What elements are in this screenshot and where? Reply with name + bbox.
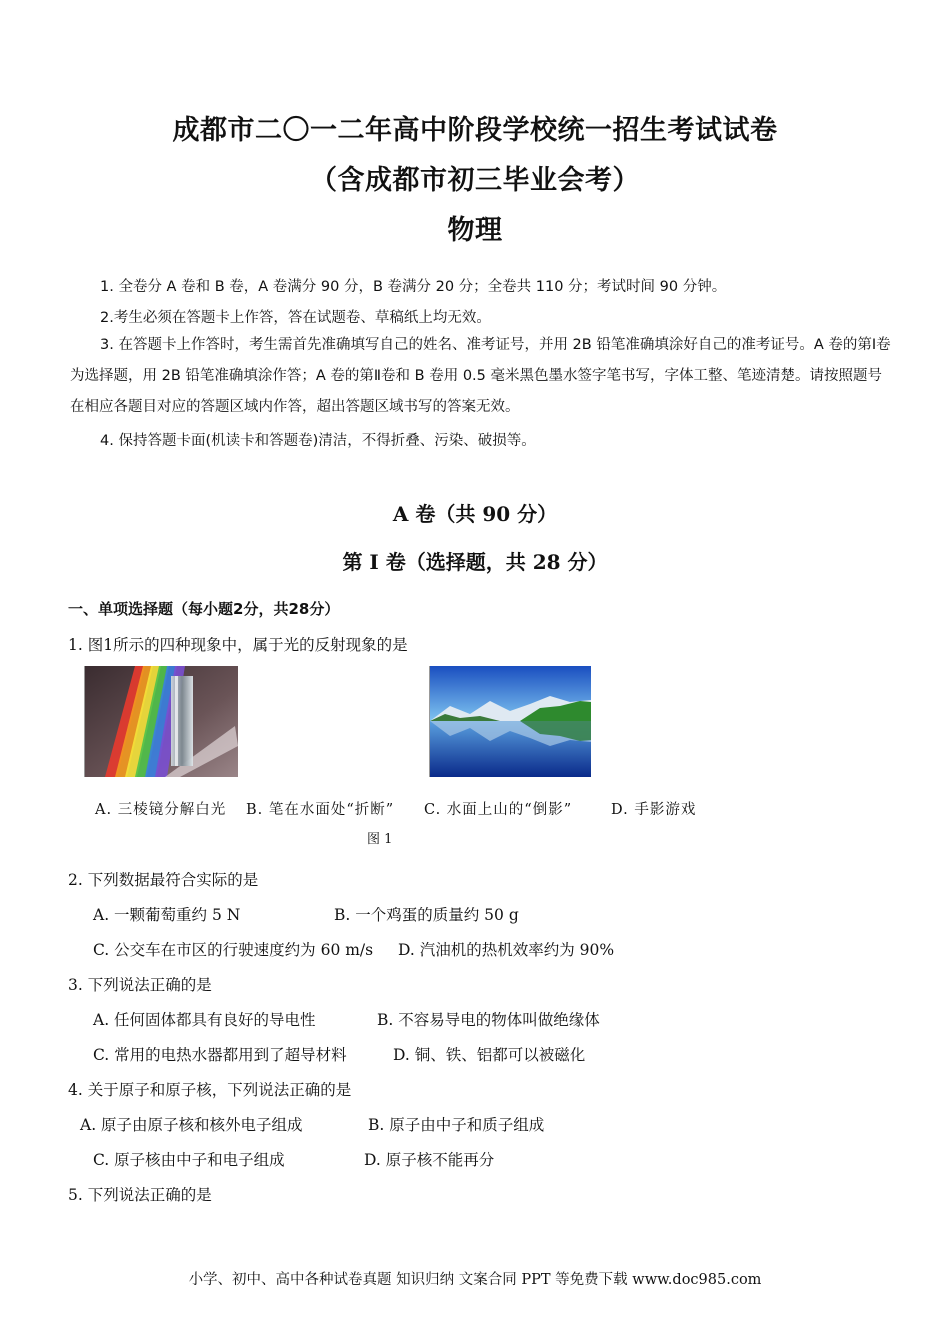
q4-option-a: A. 原子由原子核和核外电子组成 xyxy=(80,1116,303,1134)
note-2: 2.考生必须在答题卡上作答，答在试题卷、草稿纸上均无效。 xyxy=(100,310,491,326)
q1-caption-d: D. 手影游戏 xyxy=(611,802,697,818)
subject-title: 物理 xyxy=(447,215,503,246)
q3-option-d: D. 铜、铁、铝都可以被磁化 xyxy=(393,1046,586,1064)
note-3: 3. 在答题卡上作答时，考生需首先准确填写自己的姓名、准考证号，并用 2B 铅笔准确填涂好自己的准考证号。A 卷的第Ⅰ卷为选择题，用 2B 铅笔准确填涂作答；A 卷的第Ⅱ卷和 B 卷用 0.5 毫米黑色墨水签字笔书写，字体工整、笔迹清楚。请按照题号在相应各题目对应的答题区域内作答，超出答题区域书写的答案无效。 xyxy=(70,337,891,415)
note-4: 4. 保持答题卡面(机读卡和答题卷)清洁，不得折叠、污染、破损等。 xyxy=(100,433,536,449)
q2-option-c: C. 公交车在市区的行驶速度约为 60 m/s xyxy=(93,941,374,959)
note-1: 1. 全卷分 A 卷和 B 卷，A 卷满分 90 分，B 卷满分 20 分；全卷共 110 分；考试时间 90 分钟。 xyxy=(100,279,727,295)
q1-stem: 1. 图1所示的四种现象中，属于光的反射现象的是 xyxy=(68,636,408,654)
q1-caption-b: B. 笔在水面处“折断” xyxy=(246,802,395,818)
q5-stem: 5. 下列说法正确的是 xyxy=(68,1186,212,1204)
q2-stem: 2. 下列数据最符合实际的是 xyxy=(68,871,259,889)
q3-option-b: B. 不容易导电的物体叫做绝缘体 xyxy=(377,1011,600,1029)
q4-stem: 4. 关于原子和原子核，下列说法正确的是 xyxy=(68,1081,352,1099)
mountain-reflection-photo xyxy=(429,666,591,777)
part-1-heading: 第 I 卷（选择题，共 28 分） xyxy=(342,550,608,574)
prism-photo xyxy=(84,666,238,777)
q1-caption-c: C. 水面上山的“倒影” xyxy=(424,802,573,818)
q3-stem: 3. 下列说法正确的是 xyxy=(68,976,212,994)
single-choice-heading: 一、单项选择题（每小题2分，共28分） xyxy=(68,600,340,618)
q3-option-a: A. 任何固体都具有良好的导电性 xyxy=(93,1011,316,1029)
figure-1-label: 图 1 xyxy=(367,832,393,847)
q4-option-b: B. 原子由中子和质子组成 xyxy=(368,1116,545,1134)
q4-option-d: D. 原子核不能再分 xyxy=(364,1151,495,1169)
section-a-heading: A 卷（共 90 分） xyxy=(392,502,558,526)
q3-option-c: C. 常用的电热水器都用到了超导材料 xyxy=(93,1046,347,1064)
q2-option-d: D. 汽油机的热机效率约为 90% xyxy=(398,941,615,959)
q1-caption-a: A. 三棱镜分解白光 xyxy=(95,802,227,818)
q4-option-c: C. 原子核由中子和电子组成 xyxy=(93,1151,285,1169)
q2-option-a: A. 一颗葡萄重约 5 N xyxy=(93,906,241,924)
page-subtitle: （含成都市初三毕业会考） xyxy=(310,165,640,196)
q2-option-b: B. 一个鸡蛋的质量约 50 g xyxy=(334,906,519,924)
page-title: 成都市二〇一二年高中阶段学校统一招生考试试卷 xyxy=(172,115,778,146)
page-footer: 小学、初中、高中各种试卷真题 知识归纳 文案合同 PPT 等免费下载 www.doc985.com xyxy=(188,1272,762,1288)
